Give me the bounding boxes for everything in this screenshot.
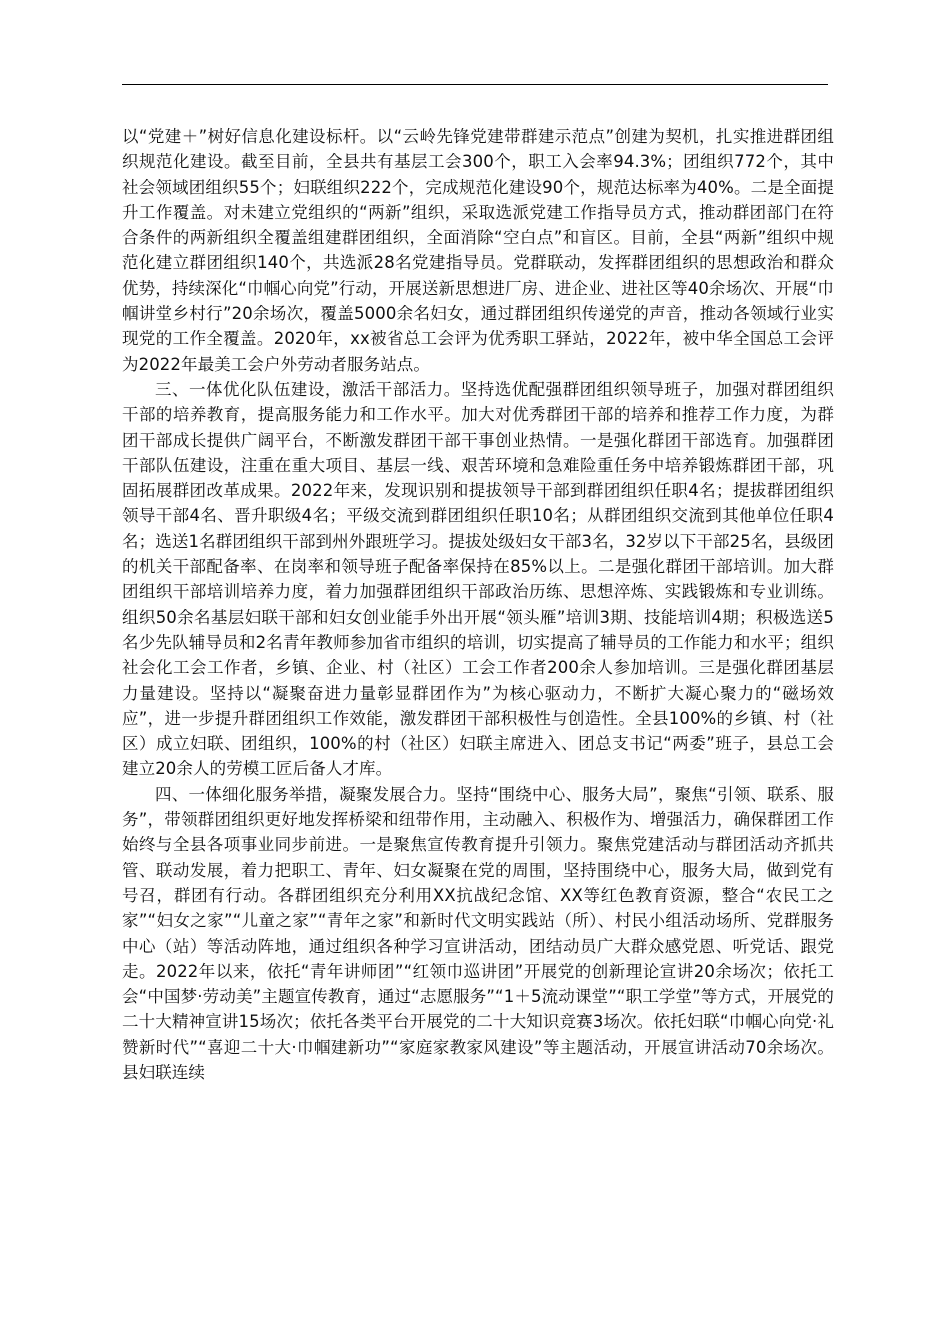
header-rule bbox=[122, 84, 828, 85]
paragraph-2: 三、一体优化队伍建设，激活干部活力。坚持选优配强群团组织领导班子，加强对群团组织干部的培养教育，提高服务能力和工作水平。加大对优秀群团干部的培养和推荐工作力度，为群团干部成长提供广阔平台，不断激发群团干部干事创业热情。一是强化群团干部选育。加强群团干部队伍建设，注重在重大项目、基层一线、艰苦环境和急难险重任务中培养锻炼群团干部，巩固拓展群团改革成果。2022年来，发现识别和提拔领导干部到群团组织任职4名；提拔群团组织领导干部4名、晋升职级4名；平级交流到群团组织任职10名；从群团组织交流到其他单位任职4名；选送1名群团组织干部到州外跟班学习。提拔处级妇女干部3名，32岁以下干部25名，县级团的机关干部配备率、在岗率和领导班子配备率保持在85%以上。二是强化群团干部培训。加大群团组织干部培训培养力度，着力加强群团组织干部政治历练、思想淬炼、实践锻炼和专业训练。组织50余名基层妇联干部和妇女创业能手外出开展“领头雁”培训3期、技能培训4期；积极选送5名少先队辅导员和2名青年教师参加省市组织的培训，切实提高了辅导员的工作能力和水平；组织社会化工会工作者，乡镇、企业、村（社区）工会工作者200余人参加培训。三是强化群团基层力量建设。坚持以“凝聚奋进力量彰显群团作为”为核心驱动力，不断扩大凝心聚力的“磁场效应”，进一步提升群团组织工作效能，激发群团干部积极性与创造性。全县100%的乡镇、村（社区）成立妇联、团组织，100%的村（社区）妇联主席进入、团总支书记“两委”班子，县总工会建立20余人的劳模工匠后备人才库。 bbox=[122, 379, 834, 779]
paragraph-1: 以“党建＋”树好信息化建设标杆。以“云岭先锋党建带群建示范点”创建为契机，扎实推进群团组织规范化建设。截至目前，全县共有基层工会300个，职工入会率94.3%；团组织772个，其中社会领域团组织55个；妇联组织222个，完成规范化建设90个，规范达标率为40%。二是全面提升工作覆盖。对未建立党组织的“两新”组织，采取选派党建工作指导员方式，推动群团部门在符合条件的两新组织全覆盖组建群团组织，全面消除“空白点”和盲区。目前，全县“两新”组织中规范化建立群团组织140个，共选派28名党建指导员。党群联动，发挥群团组织的思想政治和群众优势，持续深化“巾帼心向党”行动，开展送新思想进厂房、进企业、进社区等40余场次、开展“巾帼讲堂乡村行”20余场次，覆盖5000余名妇女，通过群团组织传递党的声音，推动各领域行业实现党的工作全覆盖。2020年，xx被省总工会评为优秀职工驿站，2022年，被中华全国总工会评为2022年最美工会户外劳动者服务站点。 bbox=[122, 127, 834, 374]
document-body bbox=[122, 124, 834, 1085]
paragraph-3: 四、一体细化服务举措，凝聚发展合力。坚持“围绕中心、服务大局”，聚焦“引领、联系、服务”，带领群团组织更好地发挥桥梁和纽带作用，主动融入、积极作为、增强活力，确保群团工作始终与全县各项事业同步前进。一是聚焦宣传教育提升引领力。聚焦党建活动与群团活动齐抓共管、联动发展，着力把职工、青年、妇女凝聚在党的周围，坚持围绕中心，服务大局，做到党有号召，群团有行动。各群团组织充分利用XX抗战纪念馆、XX等红色教育资源，整合“农民工之家”“妇女之家”“儿童之家”“青年之家”和新时代文明实践站（所）、村民小组活动场所、党群服务中心（站）等活动阵地，通过组织各种学习宣讲活动，团结动员广大群众感党恩、听党话、跟党走。2022年以来，依托“青年讲师团”“红领巾巡讲团”开展党的创新理论宣讲20余场次；依托工会“中国梦·劳动美”主题宣传教育，通过“志愿服务”“1＋5流动课堂”“职工学堂”等方式，开展党的二十大精神宣讲15场次；依托各类平台开展党的二十大知识竞赛3场次。依托妇联“巾帼心向党·礼赞新时代”“喜迎二十大·巾帼建新功”“家庭家教家风建设”等主题活动，开展宣讲活动70余场次。县妇联连续 bbox=[122, 784, 834, 1082]
